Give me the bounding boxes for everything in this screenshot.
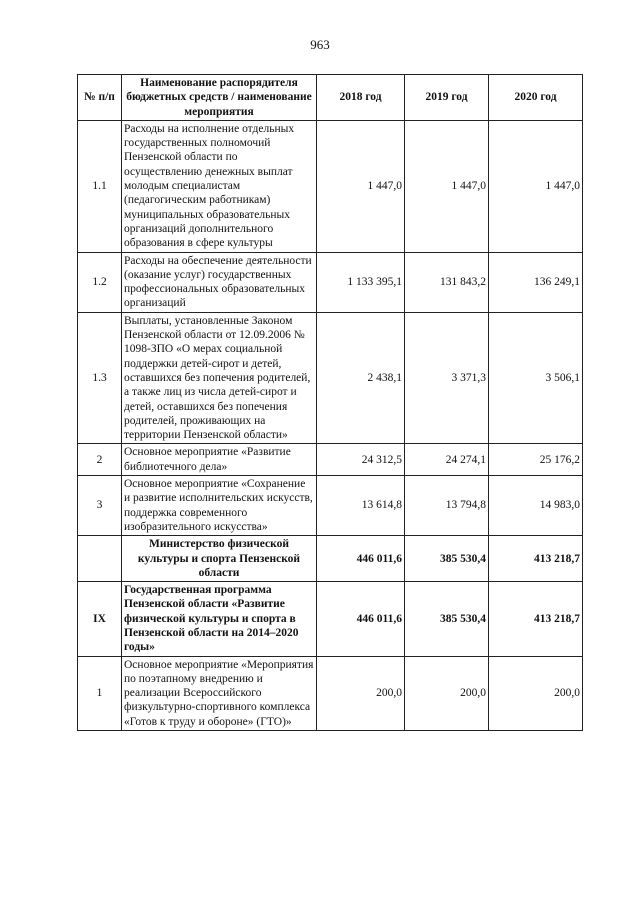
row-2019-value: 3 371,3 <box>405 312 489 444</box>
row-2020-value: 413 218,7 <box>489 582 583 656</box>
row-name: Основное мероприятие «Мероприятия по поэтапному внедрению и реализации Всероссийского физкультурно-спортивного комплекса «Готов к труду и обороне» (ГТО)» <box>122 656 317 730</box>
table-row <box>78 312 583 444</box>
row-2019-value: 13 794,8 <box>405 476 489 536</box>
row-2019-value: 200,0 <box>405 656 489 730</box>
row-2018-value: 24 312,5 <box>317 444 405 476</box>
table-row <box>78 120 583 252</box>
row-2019-value: 24 274,1 <box>405 444 489 476</box>
row-number: 1 <box>78 656 122 730</box>
row-name: Основное мероприятие «Сохранение и развитие исполнительских искусств, поддержка современного изобразительного искусства» <box>122 476 317 536</box>
row-name: Выплаты, установленные Законом Пензенской области от 12.09.2006 № 1098-ЗПО «О мерах социальной поддержки детей-сирот и детей, оставшихся без попечения родителей, а также лиц из числа детей-сирот и детей, оставшихся без попечения родителей, проживающих на территории Пензенской области» <box>122 312 317 444</box>
row-number: 2 <box>78 444 122 476</box>
row-2020-value: 14 983,0 <box>489 476 583 536</box>
row-2020-value: 25 176,2 <box>489 444 583 476</box>
row-number <box>78 536 122 582</box>
header-2019: 2019 год <box>405 75 489 121</box>
budget-table <box>77 74 583 731</box>
header-num: № п/п <box>78 75 122 121</box>
row-2018-value: 1 133 395,1 <box>317 252 405 312</box>
row-2020-value: 3 506,1 <box>489 312 583 444</box>
row-2020-value: 200,0 <box>489 656 583 730</box>
row-2018-value: 2 438,1 <box>317 312 405 444</box>
row-2018-value: 446 011,6 <box>317 582 405 656</box>
row-2018-value: 13 614,8 <box>317 476 405 536</box>
row-2019-value: 385 530,4 <box>405 536 489 582</box>
table-row <box>78 476 583 536</box>
row-number: 3 <box>78 476 122 536</box>
row-2018-value: 200,0 <box>317 656 405 730</box>
row-2020-value: 413 218,7 <box>489 536 583 582</box>
table-row <box>78 656 583 730</box>
header-name: Наименование распорядителя бюджетных средств / наименование мероприятия <box>122 75 317 121</box>
row-2019-value: 1 447,0 <box>405 120 489 252</box>
row-2019-value: 131 843,2 <box>405 252 489 312</box>
row-number: 1.2 <box>78 252 122 312</box>
table-row-program-total <box>78 582 583 656</box>
row-name: Государственная программа Пензенской области «Развитие физической культуры и спорта в Пензенской области на 2014–2020 годы» <box>122 582 317 656</box>
row-name: Расходы на исполнение отдельных государственных полномочий Пензенской области по осуществлению денежных выплат молодым специалистам (педагогическим работникам) муниципальных образовательных организаций дополнительного образования в сфере культуры <box>122 120 317 252</box>
row-2020-value: 136 249,1 <box>489 252 583 312</box>
header-2018: 2018 год <box>317 75 405 121</box>
row-number: 1.1 <box>78 120 122 252</box>
table-header-row <box>78 75 583 121</box>
page-number: 963 <box>310 37 330 52</box>
row-name: Министерство физической культуры и спорта Пензенской области <box>122 536 317 582</box>
row-2020-value: 1 447,0 <box>489 120 583 252</box>
row-2019-value: 385 530,4 <box>405 582 489 656</box>
row-2018-value: 446 011,6 <box>317 536 405 582</box>
table-row <box>78 252 583 312</box>
table-row <box>78 444 583 476</box>
header-2020: 2020 год <box>489 75 583 121</box>
row-number: 1.3 <box>78 312 122 444</box>
row-name: Основное мероприятие «Развитие библиотечного дела» <box>122 444 317 476</box>
table-row-ministry-total <box>78 536 583 582</box>
row-name: Расходы на обеспечение деятельности (оказание услуг) государственных профессиональных образовательных организаций <box>122 252 317 312</box>
row-2018-value: 1 447,0 <box>317 120 405 252</box>
row-number: IX <box>78 582 122 656</box>
